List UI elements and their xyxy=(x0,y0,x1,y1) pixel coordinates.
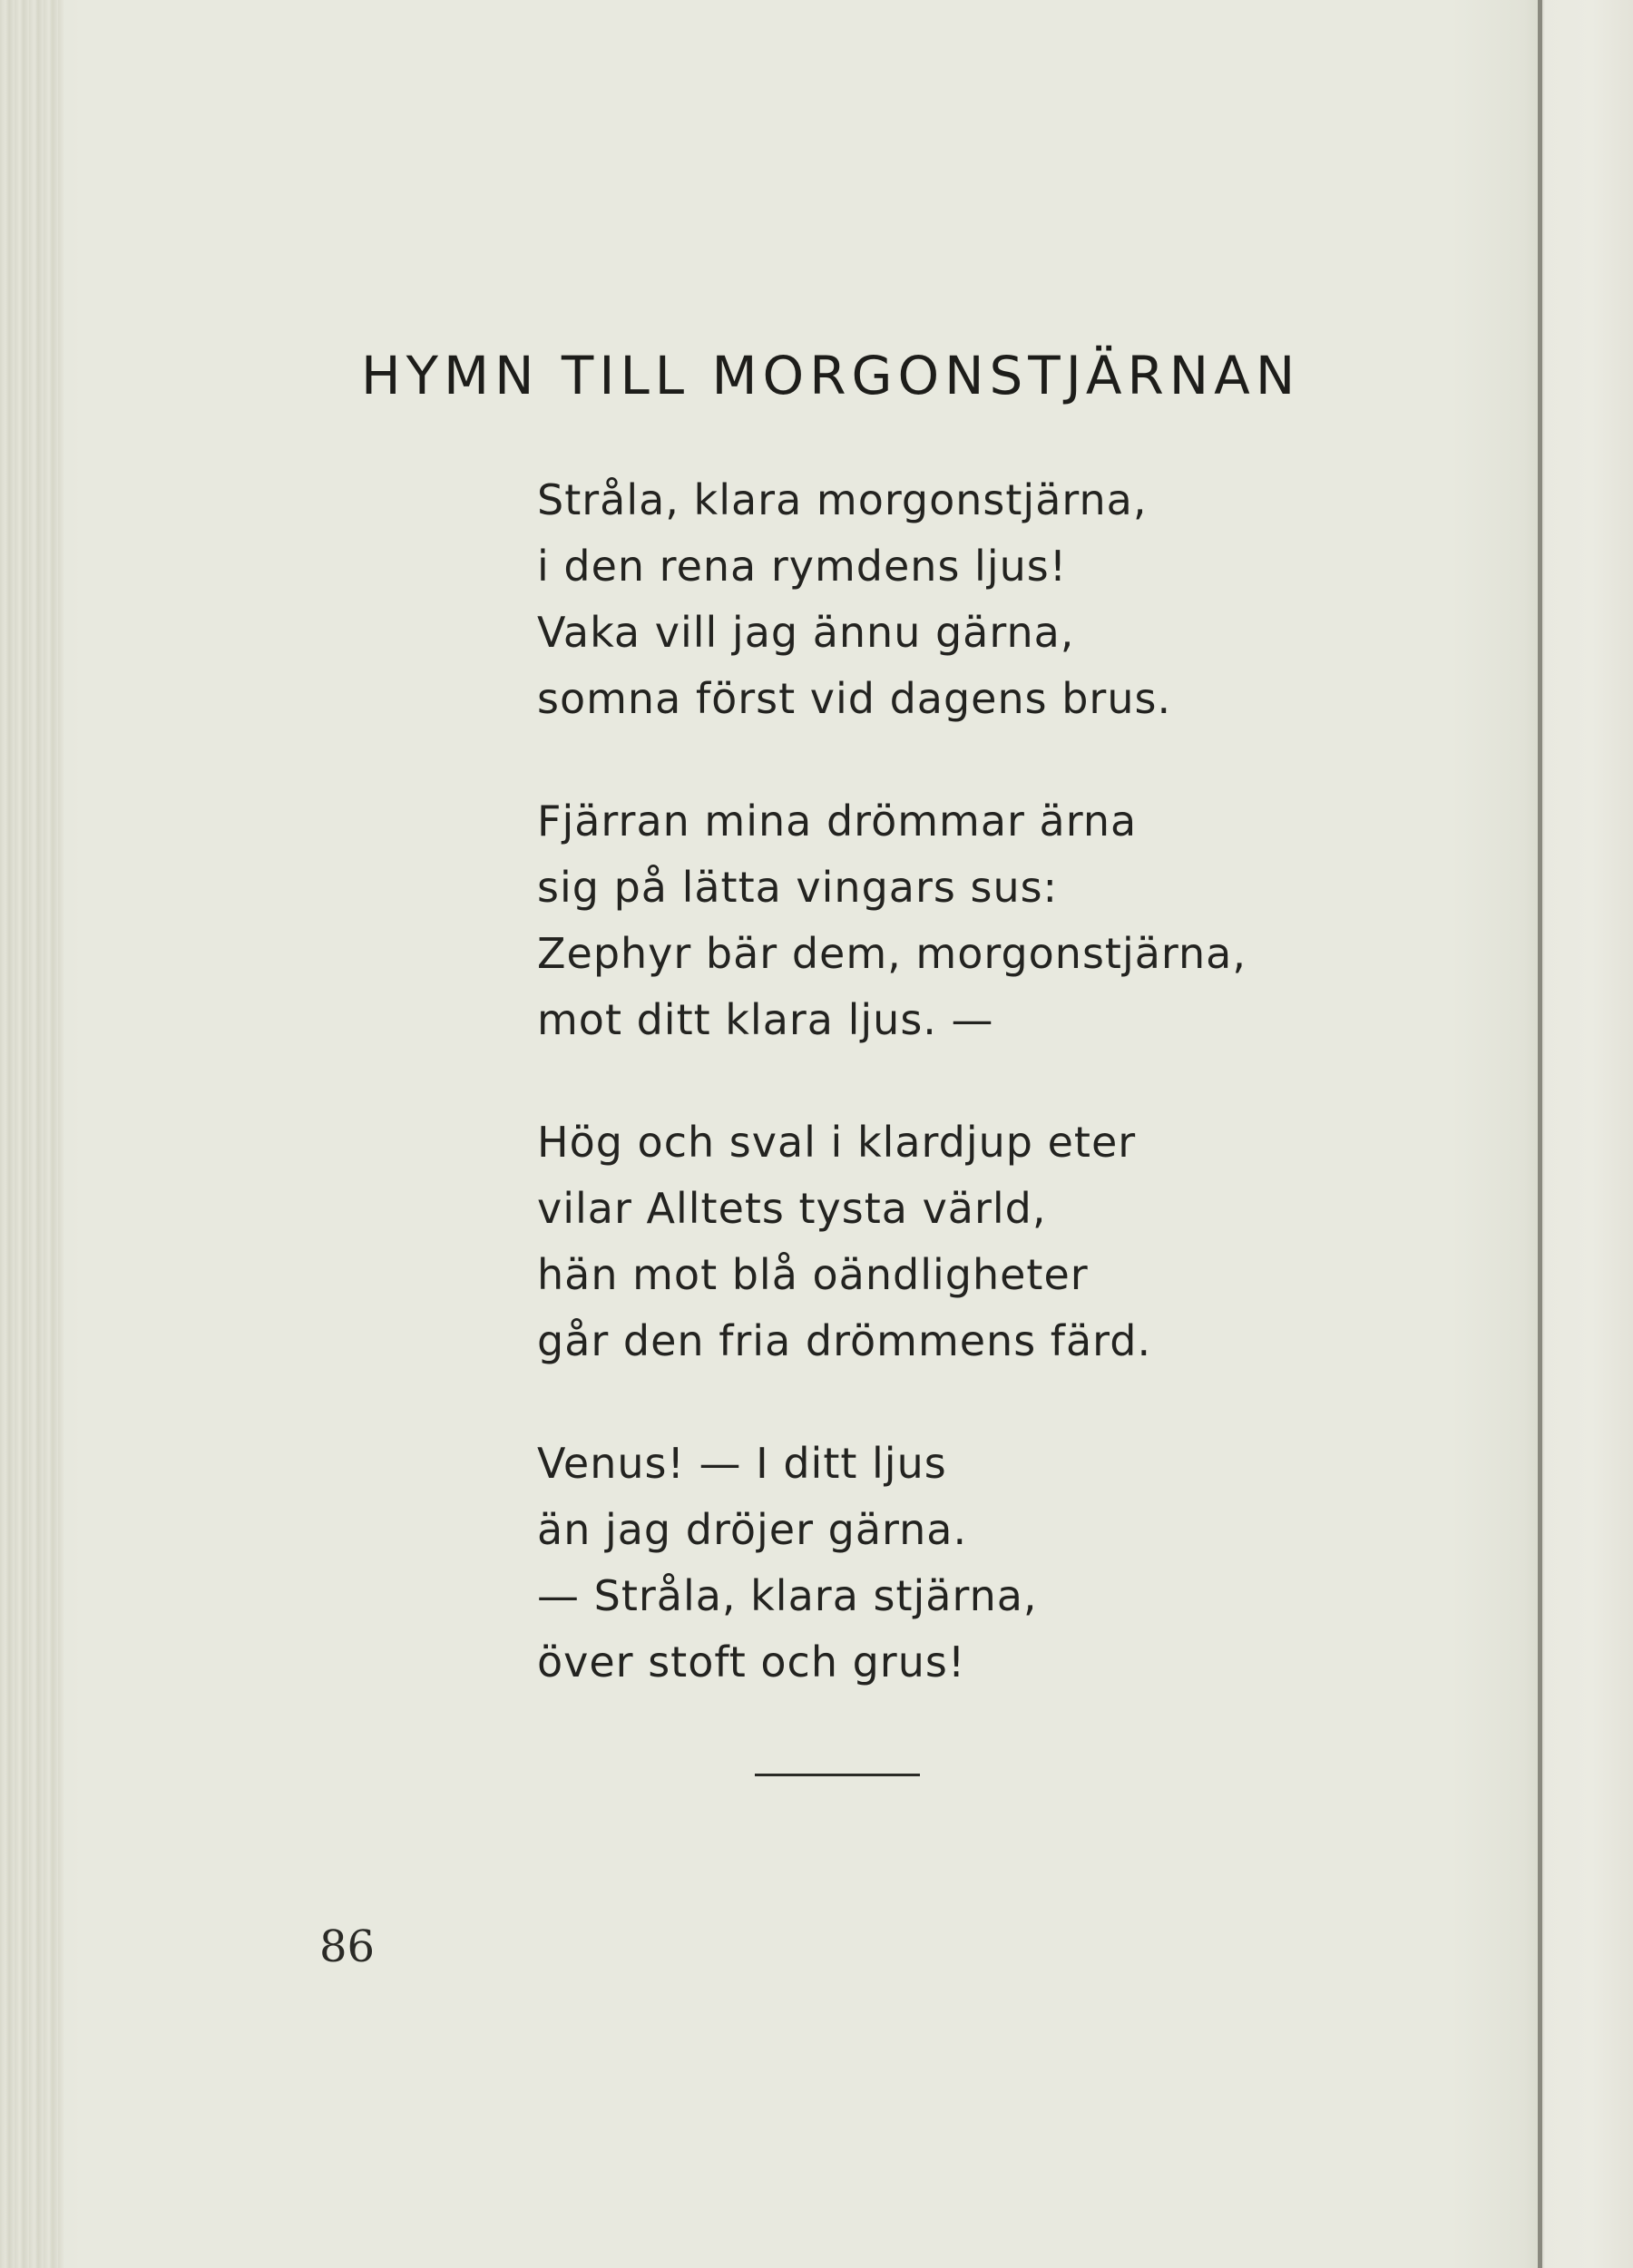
page-number: 86 xyxy=(319,1921,376,1972)
poem-line: vilar Alltets tysta värld, xyxy=(537,1184,1047,1233)
section-divider xyxy=(755,1774,920,1776)
page-fold xyxy=(1538,0,1542,2268)
poem-line: Zephyr bär dem, morgonstjärna, xyxy=(537,929,1247,978)
poem-title: HYMN TILL MORGONSTJÄRNAN xyxy=(361,345,1301,406)
poem-line: — Stråla, klara stjärna, xyxy=(537,1571,1038,1620)
poem-line: Venus! — I ditt ljus xyxy=(537,1439,947,1488)
poem-line: i den rena rymdens ljus! xyxy=(537,542,1068,591)
poem-line: Vaka vill jag ännu gärna, xyxy=(537,608,1075,657)
poem-line: sig på lätta vingars sus: xyxy=(537,863,1059,912)
poem-line: över stoft och grus! xyxy=(537,1637,966,1686)
stanza-3 xyxy=(537,1110,1247,1374)
poem-line: hän mot blå oändligheter xyxy=(537,1250,1089,1299)
poem-line: somna först vid dagens brus. xyxy=(537,674,1172,723)
poem-line: än jag dröjer gärna. xyxy=(537,1505,968,1554)
stanza-1 xyxy=(537,467,1247,732)
poem-line: Stråla, klara morgonstjärna, xyxy=(537,475,1148,524)
stanza-4 xyxy=(537,1431,1247,1696)
poem-body xyxy=(537,467,1247,1752)
poem-line: går den fria drömmens färd. xyxy=(537,1316,1152,1365)
poem-line: mot ditt klara ljus. — xyxy=(537,995,994,1044)
poem-line: Hög och sval i klardjup eter xyxy=(537,1118,1137,1167)
poem-line: Fjärran mina drömmar ärna xyxy=(537,797,1138,846)
stanza-2 xyxy=(537,788,1247,1053)
book-spine-edge xyxy=(1538,0,1633,2268)
page-stack-edge xyxy=(0,0,64,2268)
